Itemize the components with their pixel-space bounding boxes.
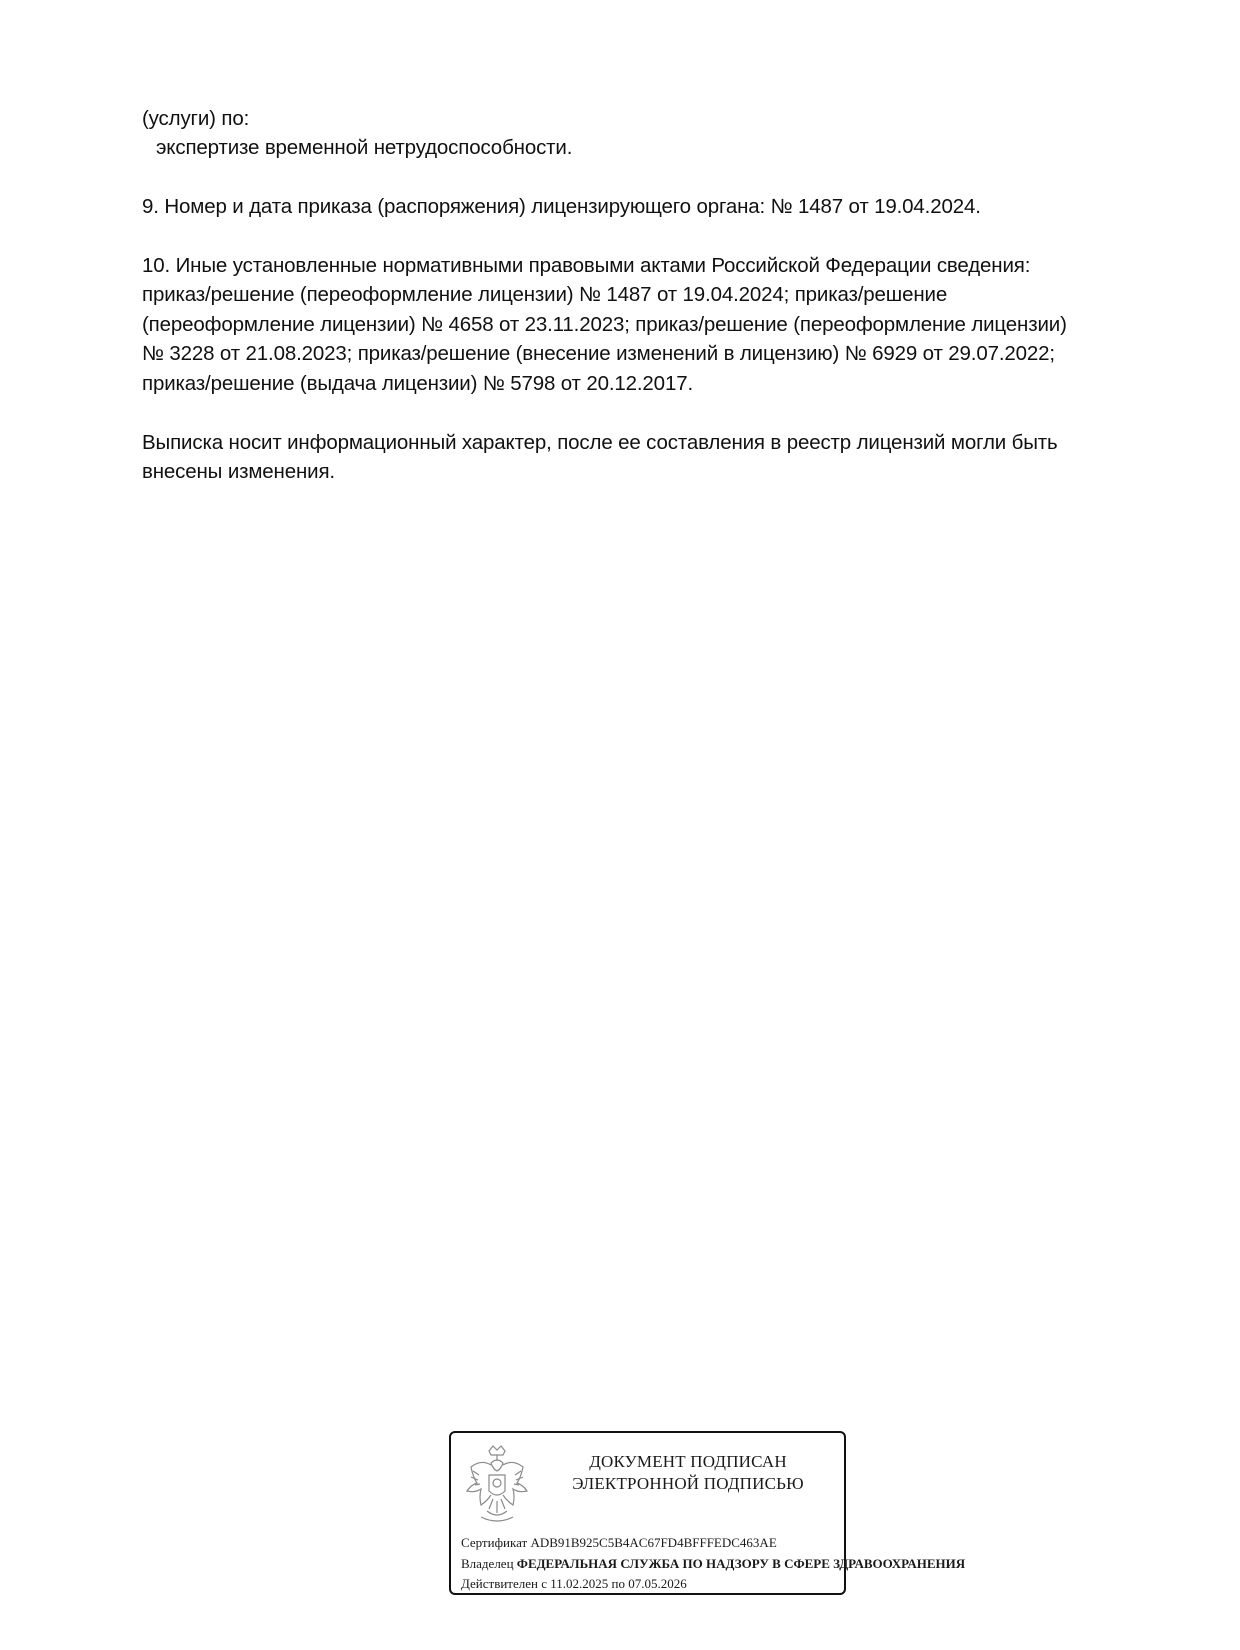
continuation-line: экспертизе временной нетрудоспособности. bbox=[156, 136, 573, 160]
item-9-text: 9. Номер и дата приказа (распоряжения) лицензирующего органа: № 1487 от 19.04.2024. bbox=[142, 195, 981, 218]
certificate-label: Сертификат bbox=[461, 1535, 528, 1550]
item-10-line: № 3228 от 21.08.2023; приказ/решение (внесение изменений в лицензию) № 6929 от 29.07.2022; bbox=[142, 342, 1055, 366]
stamp-info bbox=[461, 1533, 966, 1595]
owner-row bbox=[461, 1554, 966, 1575]
stamp-title-line: ДОКУМЕНТ ПОДПИСАН bbox=[589, 1452, 787, 1471]
owner-label: Владелец bbox=[461, 1555, 514, 1571]
disclaimer-block bbox=[142, 428, 1142, 487]
stamp-title-line: ЭЛЕКТРОННОЙ ПОДПИСЬЮ bbox=[572, 1474, 804, 1493]
continuation-line: (услуги) по: bbox=[142, 107, 250, 130]
continuation-block bbox=[142, 104, 1142, 163]
item-10-block bbox=[142, 251, 1142, 398]
item-10-line: 10. Иные установленные нормативными правовыми актами Российской Федерации сведения: bbox=[142, 254, 1031, 277]
coat-of-arms-icon bbox=[461, 1441, 533, 1527]
owner-value: ФЕДЕРАЛЬНАЯ СЛУЖБА ПО НАДЗОРУ В СФЕРЕ ЗДРАВООХРАНЕНИЯ bbox=[516, 1555, 966, 1571]
disclaimer-line: внесены изменения. bbox=[142, 460, 335, 484]
item-9-block bbox=[142, 192, 1142, 221]
item-10-line: (переоформление лицензии) № 4658 от 23.11.2023; приказ/решение (переоформление лицензии) bbox=[142, 312, 1067, 336]
certificate-value: ADB91B925C5B4AC67FD4BFFFEDC463AE bbox=[530, 1535, 777, 1550]
validity-row: Действителен с 11.02.2025 по 07.05.2026 bbox=[461, 1576, 687, 1591]
stamp-title bbox=[543, 1451, 833, 1495]
certificate-row bbox=[461, 1533, 841, 1554]
electronic-signature-stamp bbox=[449, 1431, 966, 1595]
item-10-line: приказ/решение (выдача лицензии) № 5798 от 20.12.2017. bbox=[142, 371, 693, 395]
item-10-line: приказ/решение (переоформление лицензии) № 1487 от 19.04.2024; приказ/решение bbox=[142, 283, 948, 307]
disclaimer-line: Выписка носит информационный характер, после ее составления в реестр лицензий могли быть bbox=[142, 431, 1058, 454]
